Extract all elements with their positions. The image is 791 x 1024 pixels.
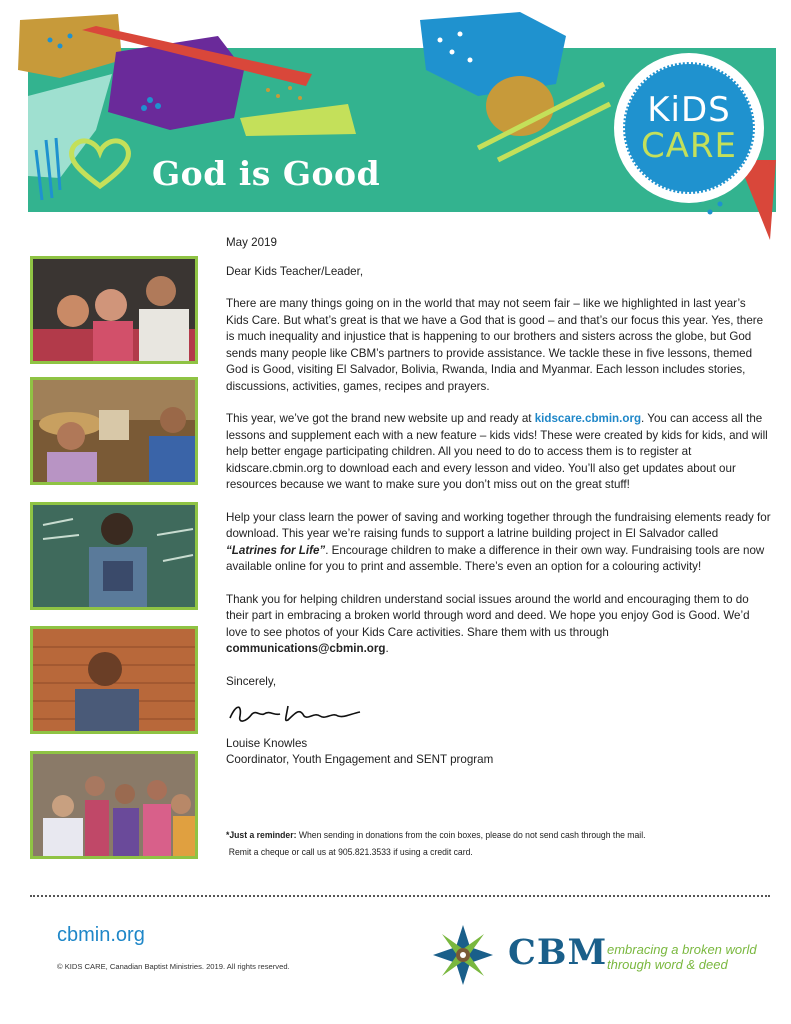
copyright-text: © KIDS CARE, Canadian Baptist Ministries. 2019. All rights reserved. <box>57 962 290 971</box>
signature-image <box>226 698 366 728</box>
paragraph-website <box>226 411 771 494</box>
tagline-line-2: through word & deed <box>607 957 728 972</box>
paragraph-fundraising-text-2: . Encourage children to make a difference in their own way. Fundraising tools are now available online for you to print and assemble. There’s even an option for a colouring activity! <box>226 543 765 573</box>
reminder-line-1: When sending in donations from the coin boxes, please do not send cash through the mail. <box>296 829 646 840</box>
footer-divider <box>30 895 770 897</box>
photo-young-man <box>30 626 198 734</box>
project-name: “Latrines for Life” <box>226 543 326 557</box>
website-link[interactable]: kidscare.cbmin.org <box>534 412 642 425</box>
paragraph-fundraising <box>226 510 771 576</box>
reminder-line-2: Remit a cheque or call us at 905.821.3533 if using a credit card. <box>228 846 473 857</box>
kids-care-logo <box>614 53 764 203</box>
email-link[interactable]: communications@cbmin.org <box>226 642 386 655</box>
signer-role: Coordinator, Youth Engagement and SENT program <box>226 753 494 766</box>
photo-family <box>30 256 198 364</box>
paragraph-intro: There are many things going on in the world that may not seem fair – like we highlighted in last year’s Kids Care. But what’s great is that we have a God that is good – and that’s our focus this year. Yes, there is much inequality and injustice that is happening to our brothers and sisters across the globe, but God sends many people like CBM’s partners to provide assistance. We tackle these in five lessons, themed God is Good, visiting El Salvador, Bolivia, Rwanda, India and Myanmar. Each lesson includes stories, discussions, activities, games, recipes and prayers. <box>226 297 764 393</box>
paragraph-thanks <box>226 592 771 658</box>
paragraph-website-text-1: This year, we’ve got the brand new website up and ready at <box>226 412 535 425</box>
paragraph-fundraising-text-1: Help your class learn the power of saving and working together through the fundraising elements ready for download. This year we’re raising funds to support a latrine building project in El Salvador called <box>226 510 771 540</box>
logo-text-kids: KiDS <box>647 90 731 130</box>
letter-greeting: Dear Kids Teacher/Leader, <box>226 264 364 278</box>
donation-reminder <box>226 826 741 860</box>
letter-closing: Sincerely, <box>226 674 277 688</box>
letter-date: May 2019 <box>226 236 277 249</box>
footer-website[interactable]: cbmin.org <box>57 924 145 946</box>
page-title: God is Good <box>152 154 381 193</box>
paragraph-website-text-2: . You can access all the lessons and supplement each with a new feature – kids vids! These were created by kids for kids, and will help better engage participating children. All you need to do to access them is to register at kidscare.cbmin.org to download each and every lesson and video. You’ll also get updates about our resources because we want to make sure you don’t miss out on the great stuff! <box>226 412 768 491</box>
photo-classroom <box>30 502 198 610</box>
cbm-wordmark: CBM <box>508 932 608 973</box>
logo-text-care: CARE <box>640 126 738 166</box>
signer-name: Louise Knowles <box>226 736 308 750</box>
paragraph-thanks-text: Thank you for helping children understand social issues around the world and encouraging them to do their part in embracing a broken world through word and deed. We hope you enjoy God is Good. We’d love to see photos of your Kids Care activities. Share them with us through <box>226 592 750 639</box>
photo-group <box>30 751 198 859</box>
paragraph-thanks-end: . <box>385 642 389 655</box>
reminder-label: *Just a reminder: <box>226 829 297 840</box>
letter-body <box>226 235 771 769</box>
photo-couple <box>30 377 198 485</box>
cbm-logo-icon <box>432 924 494 986</box>
tagline-line-1: embracing a broken world <box>607 942 757 957</box>
cbm-tagline <box>607 942 757 972</box>
